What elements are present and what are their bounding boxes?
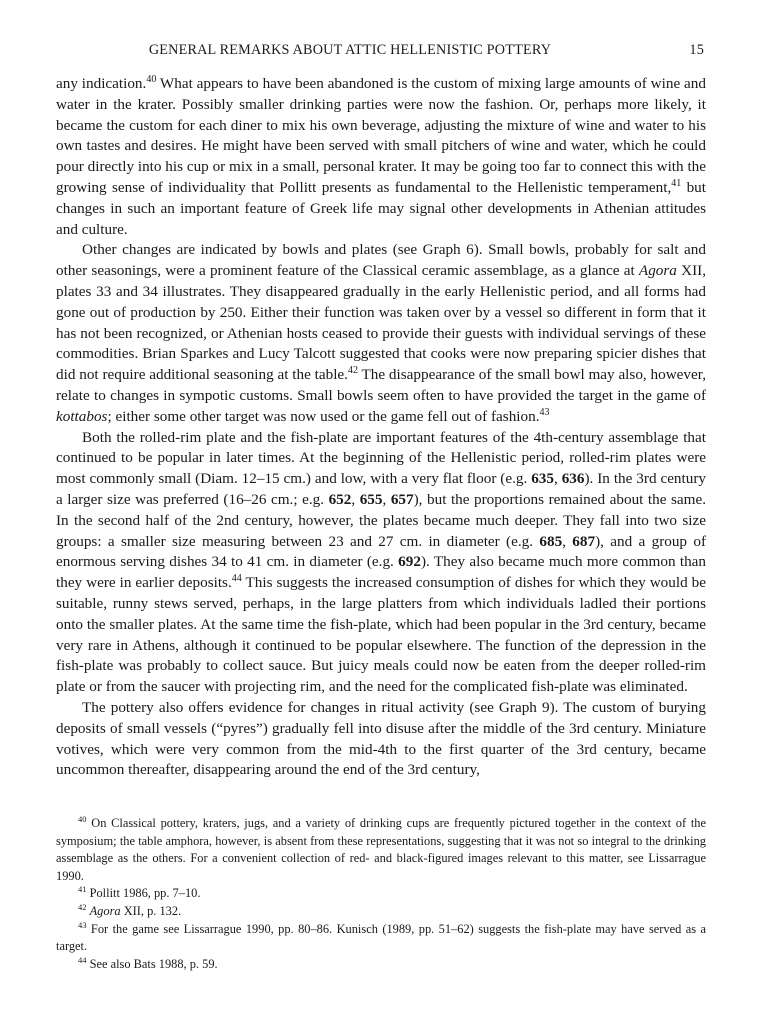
catalog-number: 635 bbox=[531, 470, 554, 488]
text-run: ), and a group of enormous serving dishes 34 to 41 cm. in diameter (e.g. bbox=[56, 532, 707, 571]
text-run: ). They also became much more common than they were in earlier deposits. bbox=[56, 553, 706, 592]
catalog-number: 636 bbox=[561, 470, 585, 488]
main-text bbox=[56, 74, 706, 781]
text-run: but changes in such an important feature of Greek life may signal other developments in Athenian attitudes and culture. bbox=[56, 178, 706, 238]
catalog-number: 655 bbox=[359, 490, 383, 508]
text-run: This suggests the increased consumption of dishes for which they would be suitable, runny stews served, perhaps, in the large platters from which individuals ladled their portions onto the smaller plates. At the same time the fish-plate, which had been popular in the 3rd century, became very rare in Athens, although it continued to be popular elsewhere. The function of the depression in the fish-plate was probably to collect sauce. But juicy meals could now be eaten from the deeper rolled-rim plate or from the saucer with projecting rim, and the need for the complicated fish-plate was eliminated. bbox=[56, 574, 706, 696]
catalog-number: 657 bbox=[390, 490, 414, 508]
text-run: any indication. bbox=[56, 75, 147, 92]
text-run: Both the rolled-rim plate and the fish-plate are important features of the 4th-century assemblage that continued to be popular in later times. At the beginning of the Hellenistic period, rolled-rim plates were most commonly small (Diam. 12–15 cm.) and low, with a very flat floor (e.g. bbox=[56, 428, 706, 488]
paragraph-4: The pottery also offers evidence for changes in ritual activity (see Graph 9). The custom of burying deposits of small vessels (“pyres”) gradually fell into disuse after the middle of the 3rd century. Miniature votives, which were very common from the mid-4th to the first quarter of the 3rd century, became uncommon thereafter, disappearing around the end of the 3rd century, bbox=[56, 698, 706, 779]
footnote-42 bbox=[56, 903, 706, 921]
text-run: ). In the 3rd century a larger size was preferred (16–26 cm.; e.g. bbox=[56, 470, 706, 508]
footnote-44 bbox=[56, 956, 706, 974]
footnote-number: 42 bbox=[78, 901, 87, 912]
text-run: Other changes are indicated by bowls and plates (see Graph 6). Small bowls, probably for salt and other seasonings, were a prominent feature of the Classical ceramic assemblage, as a glance at bbox=[56, 241, 706, 280]
text-run: XII, plates 33 and 34 illustrates. They disappeared gradually in the early Hellenistic period, and all forms had gone out of production by 250. Either their function was taken over by a vessel so different in form that it has not been recognized, or Athenian hosts ceased to provide their guests with individual servings of these commodities. Brian Sparkes and Lucy Talcott suggested that cooks were now preparing spicier dishes that did not require additional seasoning at the table. bbox=[56, 262, 706, 384]
footnote-number: 40 bbox=[78, 814, 87, 824]
running-header bbox=[56, 42, 704, 62]
italic-term: kottabos bbox=[56, 407, 108, 425]
catalog-number: 685 bbox=[539, 532, 563, 550]
footnote-text: On Classical pottery, kraters, jugs, and a variety of drinking cups are frequently pictured together in the context of the symposium; the table amphora, however, is absent from these representations, suggesting that it was not so integral to the drinking assemblage as the others. For a convenient collection of red- and black-figured images relevant to this matter, see Lissarrague 1990. bbox=[56, 816, 706, 883]
footnote-text: See also Bats 1988, p. 59. bbox=[86, 956, 218, 971]
footnote-43 bbox=[56, 921, 706, 956]
footnote-ref-44: 44 bbox=[231, 573, 242, 585]
running-title: GENERAL REMARKS ABOUT ATTIC HELLENISTIC POTTERY bbox=[148, 42, 552, 58]
text-run: ; either some other target was now used or the game fell out of fashion. bbox=[107, 407, 540, 425]
footnote-number: 44 bbox=[78, 954, 87, 965]
footnote-ref-42: 42 bbox=[347, 365, 358, 377]
catalog-number: 652 bbox=[328, 490, 352, 508]
footnote-40 bbox=[56, 815, 706, 885]
footnote-text: Pollitt 1986, pp. 7–10. bbox=[86, 886, 201, 901]
page-number: 15 bbox=[689, 42, 704, 58]
italic-title: Agora bbox=[638, 262, 677, 280]
text-run: ), but the proportions remained about the same. In the second half of the 2nd century, however, the plates became much deeper. They fall into two size groups: a smaller size measuring between 23 and 27 cm. in diameter (e.g. bbox=[56, 490, 707, 550]
footnote-ref-40: 40 bbox=[146, 74, 157, 85]
text-run: The disappearance of the small bowl may also, however, relate to changes in sympotic customs. Small bowls seem often to have provided the target in the game of bbox=[56, 366, 706, 404]
separator: , bbox=[351, 490, 360, 508]
footnote-41 bbox=[56, 885, 706, 903]
footnote-ref-43: 43 bbox=[539, 406, 550, 418]
separator: , bbox=[382, 490, 391, 508]
footnotes bbox=[56, 815, 706, 973]
footnote-ref-41: 41 bbox=[671, 177, 682, 189]
separator: , bbox=[562, 532, 573, 550]
paragraph-2 bbox=[56, 240, 706, 427]
footnote-text: XII, p. 132. bbox=[120, 903, 182, 918]
separator: , bbox=[553, 470, 562, 488]
footnote-number: 43 bbox=[78, 919, 87, 930]
catalog-number: 687 bbox=[572, 532, 596, 550]
catalog-number: 692 bbox=[398, 553, 421, 571]
paragraph-1 bbox=[56, 74, 706, 240]
text-run: What appears to have been abandoned is the custom of mixing large amounts of wine and water in the krater. Possibly smaller drinking parties were now the fashion. Or, perhaps more likely, it became the custom for each diner to mix his own beverage, adjusting the mixture of wine and water to his own tastes and desires. He might have been served with small pitchers of wine and water, which he could pour directly into his cup or mix in a small, personal krater. It may be going too far to connect this with the growing sense of individuality that Pollitt presents as fundamental to the Hellenistic temperament, bbox=[56, 75, 706, 196]
paragraph-3 bbox=[56, 428, 706, 698]
italic-title: Agora bbox=[89, 903, 121, 918]
footnote-text: For the game see Lissarrague 1990, pp. 80–86. Kunisch (1989, pp. 51–62) suggests the fish-plate may have served as a target. bbox=[56, 921, 706, 954]
footnote-number: 41 bbox=[78, 884, 87, 895]
